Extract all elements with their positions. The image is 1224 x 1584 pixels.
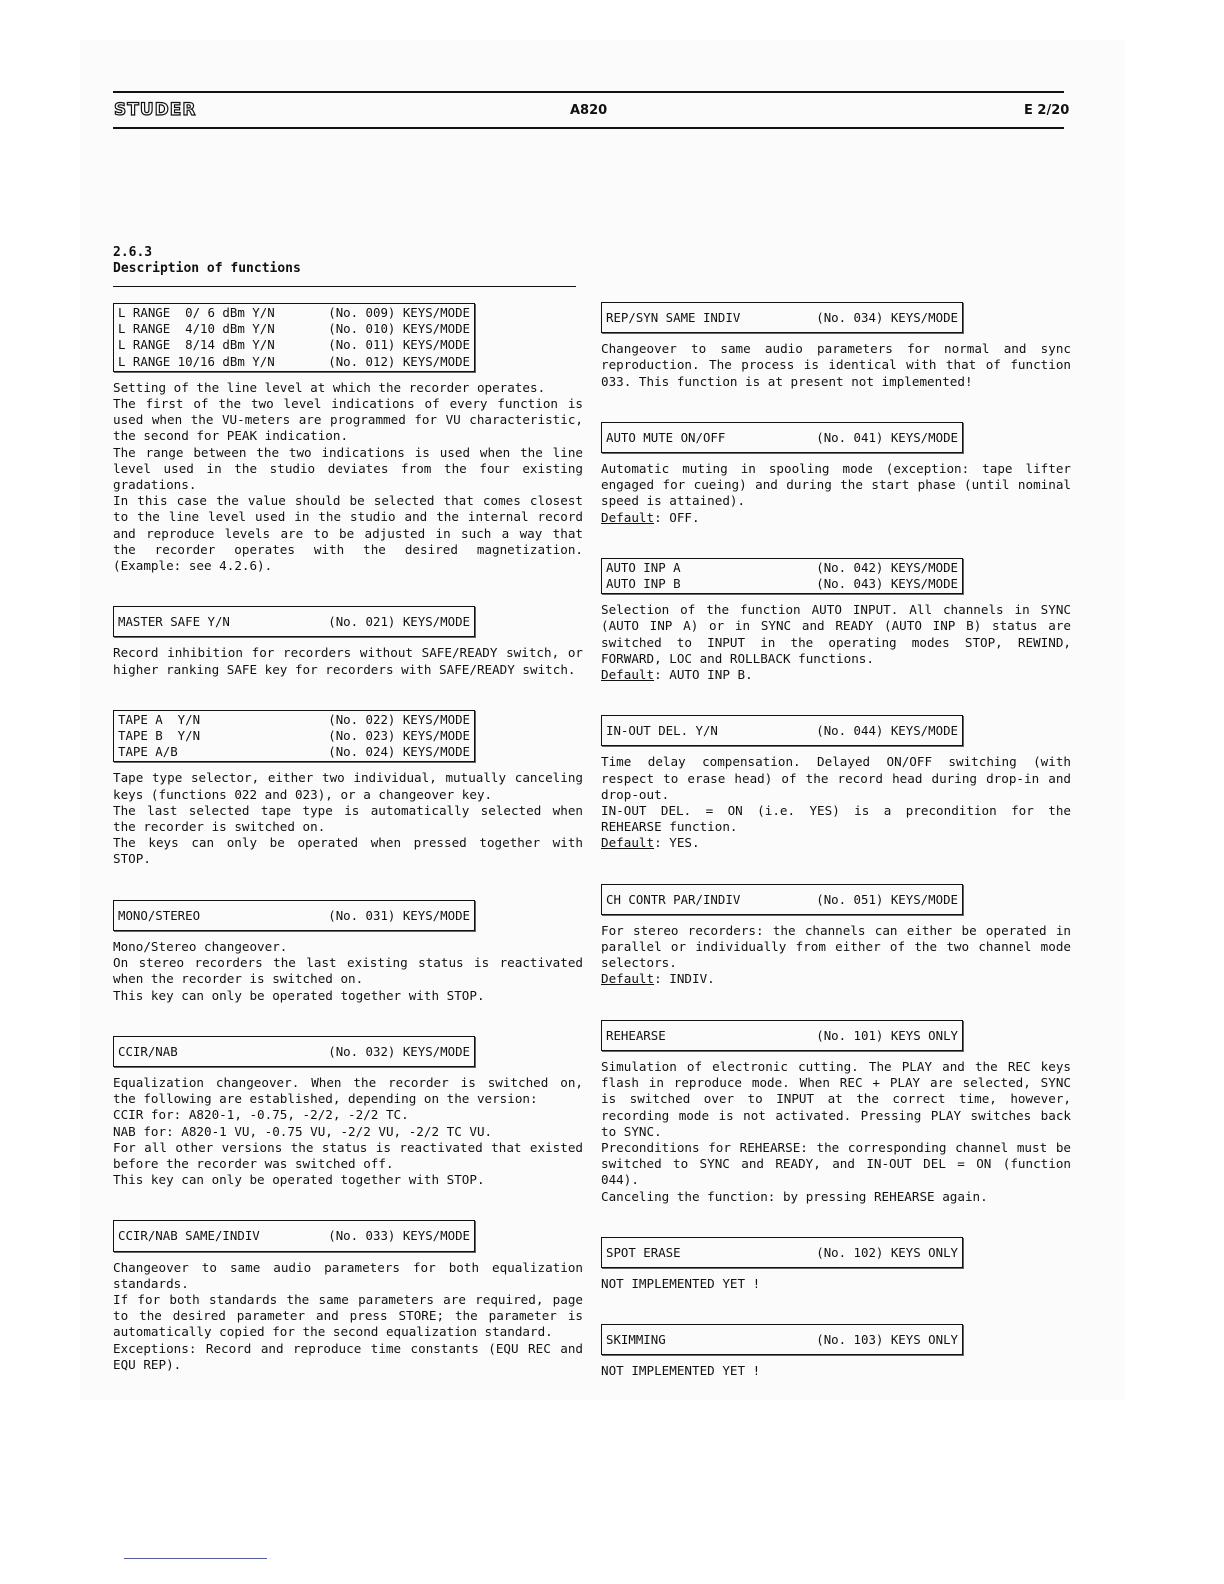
description-paragraph: Equalization changeover. When the recorder is switched on, the following are established, depending on the version: (113, 1074, 583, 1107)
function-row (118, 354, 470, 370)
function-name: L RANGE 8/14 dBm Y/N (118, 337, 275, 353)
description-paragraph: CCIR for: A820-1, -0.75, -2/2, -2/2 TC. (113, 1107, 409, 1123)
entry-spacer (601, 988, 1071, 1020)
description-paragraph: Canceling the function: by pressing REHEARSE again. (601, 1188, 988, 1204)
description-paragraph: NOT IMPLEMENTED YET ! (601, 1363, 761, 1379)
description-paragraph: On stereo recorders the last existing status is reactivated when the recorder is switched on. (113, 955, 583, 987)
function-description (113, 1075, 583, 1188)
description-paragraph: NOT IMPLEMENTED YET ! (601, 1275, 761, 1291)
description-paragraph: For all other versions the status is reactivated that existed before the recorder was switched off. (113, 1139, 583, 1171)
function-entry (113, 1220, 583, 1373)
default-line (601, 971, 1071, 987)
function-entry (601, 1237, 1071, 1292)
description-paragraph: If for both standards the same parameters are required, page to the desired parameter and press STORE; the parameter is automatically copied for the second equalization standard. (113, 1291, 583, 1340)
description-paragraph: In this case the value should be selected that comes closest to the line level used in the studio and the internal record and reproduce levels are to be adjusted in such a way that the recorder operates with the desired magnetization. (Example: see 4.2.6). (113, 493, 583, 574)
description-paragraph: The range between the two indications is used when the line level used in the studio deviates from the four existing gradations. (113, 444, 583, 493)
function-number: (No. 043) KEYS/MODE (816, 576, 958, 592)
function-description (601, 1276, 1071, 1292)
entry-spacer (113, 678, 583, 710)
function-row (606, 717, 958, 744)
function-number: (No. 041) KEYS/MODE (816, 429, 958, 445)
function-entry (113, 303, 583, 574)
description-paragraph: For stereo recorders: the channels can either be operated in parallel or individually from either of the two channel mode selectors. (601, 922, 1071, 971)
function-row (118, 305, 470, 321)
description-paragraph: Setting of the line level at which the recorder operates. (113, 379, 546, 395)
function-name: CH CONTR PAR/INDIV (606, 891, 741, 907)
function-name: TAPE A/B (118, 744, 178, 760)
function-entry (113, 1036, 583, 1189)
section-heading (113, 245, 301, 277)
function-number: (No. 033) KEYS/MODE (328, 1228, 470, 1244)
function-box (113, 1220, 475, 1251)
function-number: (No. 051) KEYS/MODE (816, 891, 958, 907)
function-box (601, 1237, 963, 1268)
function-box (601, 715, 963, 746)
function-entry (601, 302, 1071, 390)
function-row (606, 1022, 958, 1049)
function-row (606, 1326, 958, 1353)
function-entry (601, 715, 1071, 851)
function-entry (113, 606, 583, 678)
function-entry (113, 710, 583, 868)
function-row (118, 712, 470, 728)
function-description (601, 461, 1071, 526)
description-paragraph: Time delay compensation. Delayed ON/OFF switching (with respect to erase head) of the record head during drop-in and drop-out. (601, 754, 1071, 802)
function-name: TAPE A Y/N (118, 711, 201, 727)
default-line (601, 835, 1071, 851)
function-description (113, 380, 583, 574)
function-entry (113, 900, 583, 1004)
function-row (606, 424, 958, 451)
function-box (113, 606, 475, 637)
default-line (601, 667, 1071, 683)
function-box (113, 1036, 475, 1067)
entry-spacer (601, 683, 1071, 715)
default-line (601, 510, 1071, 526)
description-paragraph: Mono/Stereo changeover. (113, 938, 288, 954)
header-rule-top (113, 91, 1064, 93)
function-number: (No. 023) KEYS/MODE (328, 728, 470, 744)
function-box (113, 900, 475, 931)
function-box (601, 302, 963, 333)
description-paragraph: Record inhibition for recorders without SAFE/READY switch, or higher ranking SAFE key for recorders with SAFE/READY switch. (113, 645, 583, 677)
function-entry (601, 558, 1071, 683)
function-name: L RANGE 10/16 dBm Y/N (118, 353, 275, 369)
function-box (601, 422, 963, 453)
description-paragraph: Selection of the function AUTO INPUT. All channels in SYNC (AUTO INP A) or in SYNC and READY (AUTO INP B) status are switched to INPUT in the operating modes STOP, REWIND, FORWARD, LOC and ROLLBACK functions. (601, 602, 1071, 666)
model-name: A820 (570, 103, 608, 118)
function-number: (No. 024) KEYS/MODE (328, 744, 470, 760)
function-box (113, 710, 475, 763)
function-description (601, 1059, 1071, 1205)
function-description (601, 1363, 1071, 1379)
default-value: : INDIV. (654, 971, 715, 987)
default-value: : AUTO INP B. (654, 667, 753, 683)
description-paragraph: NAB for: A820-1 VU, -0.75 VU, -2/2 VU, -2/2 TC VU. (113, 1123, 493, 1139)
function-row (606, 304, 958, 331)
function-box (601, 1020, 963, 1051)
function-name: AUTO INP B (606, 576, 681, 592)
function-name: IN-OUT DEL. Y/N (606, 723, 718, 739)
function-row (606, 560, 958, 576)
function-name: AUTO INP A (606, 559, 681, 575)
description-paragraph: The first of the two level indications of every function is used when the VU-meters are programmed for VU characteristic, the second for PEAK indication. (113, 396, 583, 444)
function-name: TAPE B Y/N (118, 728, 201, 744)
function-row (118, 1222, 470, 1249)
page-number: E 2/20 (1024, 103, 1070, 118)
default-label: Default (601, 835, 655, 851)
function-row (118, 337, 470, 353)
function-number: (No. 101) KEYS ONLY (816, 1027, 958, 1043)
default-label: Default (601, 667, 655, 683)
function-name: SKIMMING (606, 1332, 666, 1348)
function-box (601, 558, 963, 594)
description-paragraph: This key can only be operated together with STOP. (113, 1172, 485, 1188)
function-row (118, 321, 470, 337)
default-value: : YES. (654, 835, 700, 851)
entry-spacer (601, 1292, 1071, 1324)
function-number: (No. 034) KEYS/MODE (816, 310, 958, 325)
function-number: (No. 042) KEYS/MODE (816, 559, 958, 575)
description-paragraph: Automatic muting in spooling mode (exception: tape lifter engaged for cueing) and during the start phase (until nominal speed is attained). (601, 461, 1071, 509)
function-name: REHEARSE (606, 1027, 666, 1043)
function-name: AUTO MUTE ON/OFF (606, 429, 726, 445)
description-paragraph: Changeover to same audio parameters for normal and sync reproduction. The process is identical with that of function 033. This function is at present not implemented! (601, 341, 1071, 389)
description-paragraph: The keys can only be operated when pressed together with STOP. (113, 835, 583, 867)
default-value: : OFF. (654, 509, 700, 525)
section-rule (113, 286, 576, 287)
description-paragraph: The last selected tape type is automatically selected when the recorder is switched on. (113, 802, 583, 835)
section-number: 2.6.3 (113, 245, 153, 260)
function-number: (No. 011) KEYS/MODE (328, 337, 470, 353)
entry-spacer (601, 526, 1071, 558)
function-description (601, 754, 1071, 851)
function-name: MASTER SAFE Y/N (118, 614, 230, 630)
function-name: L RANGE 4/10 dBm Y/N (118, 321, 275, 337)
function-number: (No. 009) KEYS/MODE (328, 305, 470, 320)
function-number: (No. 010) KEYS/MODE (328, 321, 470, 337)
function-box (113, 303, 475, 372)
function-name: CCIR/NAB SAME/INDIV (118, 1228, 260, 1244)
function-number: (No. 044) KEYS/MODE (816, 723, 958, 739)
description-paragraph: Simulation of electronic cutting. The PLAY and the REC keys flash in reproduce mode. When REC + PLAY are selected, SYNC is switched over to INPUT at the correct time, however, recording mode is not activated. Pressing PLAY switches back to SYNC. (601, 1058, 1071, 1139)
entry-spacer (113, 574, 583, 606)
function-row (118, 728, 470, 744)
function-number: (No. 022) KEYS/MODE (328, 711, 470, 727)
function-description (601, 341, 1071, 390)
function-description (113, 645, 583, 677)
function-name: REP/SYN SAME INDIV (606, 310, 741, 325)
default-label: Default (601, 971, 655, 987)
function-row (606, 576, 958, 592)
function-row (606, 1239, 958, 1266)
function-description (601, 923, 1071, 988)
function-description (113, 1260, 583, 1373)
function-name: SPOT ERASE (606, 1244, 681, 1260)
function-box (601, 884, 963, 915)
function-entry (601, 422, 1071, 526)
description-paragraph: Tape type selector, either two individual, mutually canceling keys (functions 022 and 023), or a changeover key. (113, 770, 583, 802)
entry-spacer (113, 1004, 583, 1036)
header-rule-bottom (113, 127, 1064, 129)
function-number: (No. 103) KEYS ONLY (816, 1332, 958, 1348)
description-paragraph: Preconditions for REHEARSE: the corresponding channel must be switched to SYNC and READY, and IN-OUT DEL = ON (function 044). (601, 1139, 1071, 1188)
function-number: (No. 032) KEYS/MODE (328, 1043, 470, 1059)
function-name: L RANGE 0/ 6 dBm Y/N (118, 305, 275, 320)
function-row (118, 608, 470, 635)
function-row (118, 902, 470, 929)
function-description (113, 939, 583, 1004)
default-label: Default (601, 509, 655, 525)
function-entry (601, 1020, 1071, 1205)
entry-spacer (601, 1205, 1071, 1237)
left-column (113, 303, 583, 1373)
function-description (601, 602, 1071, 683)
function-row (118, 1038, 470, 1065)
right-column (601, 302, 1071, 1380)
function-description (113, 770, 583, 867)
studer-logo: STUDER (114, 100, 197, 120)
function-number: (No. 012) KEYS/MODE (328, 353, 470, 369)
entry-spacer (113, 868, 583, 900)
function-number: (No. 021) KEYS/MODE (328, 614, 470, 630)
section-title: Description of functions (113, 261, 301, 276)
function-entry (601, 1324, 1071, 1379)
description-paragraph: Exceptions: Record and reproduce time constants (EQU REC and EQU REP). (113, 1340, 583, 1372)
footer-line (124, 1558, 267, 1559)
function-name: MONO/STEREO (118, 907, 201, 923)
function-entry (601, 884, 1071, 988)
function-number: (No. 102) KEYS ONLY (816, 1244, 958, 1260)
description-paragraph: Changeover to same audio parameters for both equalization standards. (113, 1259, 583, 1291)
function-number: (No. 031) KEYS/MODE (328, 907, 470, 923)
entry-spacer (601, 390, 1071, 422)
entry-spacer (113, 1188, 583, 1220)
function-name: CCIR/NAB (118, 1043, 178, 1059)
description-paragraph: IN-OUT DEL. = ON (i.e. YES) is a precondition for the REHEARSE function. (601, 803, 1071, 835)
function-row (118, 744, 470, 760)
function-box (601, 1324, 963, 1355)
entry-spacer (601, 852, 1071, 884)
description-paragraph: This key can only be operated together with STOP. (113, 987, 485, 1003)
function-row (606, 886, 958, 913)
